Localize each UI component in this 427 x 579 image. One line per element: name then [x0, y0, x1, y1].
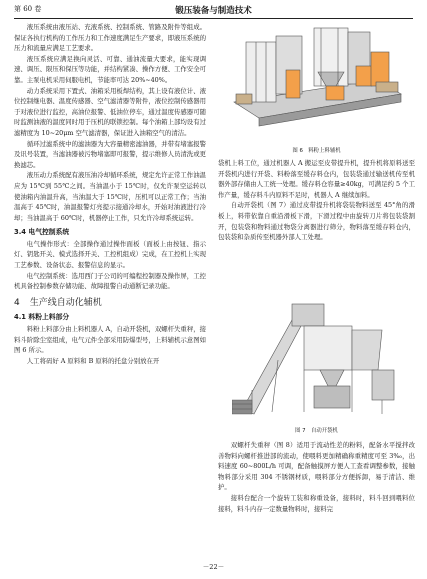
running-header [14, 4, 413, 19]
chapter-4-title: 生产线自动化辅机 [29, 297, 102, 308]
paragraph: 电气控制系统：选用西门子公司的可编程控制器及操作屏，工控机具备控制参数存储功能、故障报警自动通断记录功能。 [14, 271, 206, 291]
paragraph: 液压动力系统配有液压油冷却循环系统，规定允许正常工作油温应为 15℃到 55℃之间。当油温小于 15℃时，仅允许泵空运转以使油箱内油温升高，当油温大于 15℃时，压机可以正常工作；当油温高于 45℃时，油温报警灯亮提示接通冷却水，开始对油液进行冷却；当油温高于 60℃时，机器停止工作，只允许冷却系统运转。 [14, 171, 206, 222]
paragraph: 料粉上料部分由上料机器人 A，自动开袋机，双螺杆失重秤，接料斗阶除尘室组成，电气元件全部采用防爆型号，上料辅机示意图如图 6 所示。 [14, 325, 206, 355]
paragraph: 人工将码好 A 原料和 B 原料的托盘分别放在开 [26, 356, 160, 365]
figure-7-caption: 图 7 自动开袋机 [295, 428, 338, 434]
paragraph: 液压系统应满足换向灵活、可靠、通油流量大要求，能实现调速、调压、限压和保压等功能，并结构紧凑、操作方便、工作安全可靠。主泵电机采用伺服电机，节能率可达 20%~40%。 [14, 54, 206, 84]
paragraph: 电气操作形式：全部操作通过操作面板（面板上由按钮、指示灯、钥匙开关、模式选择开关、工控机组成）完成，在工控机上实现工艺参数、设备状态、报警信息的显示。 [14, 239, 206, 270]
figure-7-auto-bag-opener [232, 300, 402, 424]
paragraph: 双螺杆失重秤（图 8）适用于流动性差的粉料，配备水平搅拌改善物料向螺杆推进部的流动，使喂料更加精确称重精度可至 3‰，出料速度 60~800L/h 可调，配备触摸屏方便人工查看调整参数，接触物料部分采用 304 不锈钢材质，喂料部分方便拆卸，易于清洁、维护。 [218, 441, 415, 492]
paragraph: 循环过滤系统中的滤油器为大容量精密滤油器，并带有堵塞报警及讯号装置，当滤油器被污物堵塞即可报警，提示维修人员清洗或更换滤芯。 [14, 139, 206, 169]
paragraph: 动力系统采用下置式、油箱采用板焊结构，其上设有液位计、液位控制继电器、温度传感器、空气滤清器等附件，液位控制传感器用于对液位进行监控，高油位报警、低油位停车，通过温度传感器可随时监测油液的温度同时用于压机的联锁控制。每个油箱上部均设有过滤精度为 10~20μm 空气滤清器，保证进入油箱空气的清洁。 [14, 86, 206, 137]
figure-6-caption: 图 6 料粉上料辅机 [292, 148, 341, 154]
section-4-1-heading: 4.1 料粉上料部分 [14, 313, 70, 322]
paragraph: 袋机上料工位，通过机器人 A 搬运至皮带提升机，提升机将原料送至开袋机内进行开袋、料粉落至缓存料仓内，包装袋通过输送机传至机器外部存储由人工统一处理。缓存料仓容量≥40kg，可满足约 5 个工作产量，缓存料斗内原料不足时，机器人 A 继续加料。 [218, 159, 415, 199]
page-number: －22－ [202, 563, 225, 571]
left-column [14, 22, 206, 366]
right-column-lower [218, 440, 415, 514]
figure-6-feeding-machine [226, 22, 406, 144]
right-column-upper [218, 158, 415, 243]
volume-label: 第 60 卷 [14, 5, 42, 13]
section-3-4-heading: 3.4 电气控制系统 [14, 228, 70, 237]
journal-title: 锻压装备与制造技术 [175, 6, 252, 16]
chapter-4-number: 4 [14, 297, 20, 308]
paragraph: 自动开袋机（图 7）通过皮带提升机将袋装物料送至 45°角的滑板上，料带依靠自重沿滑板下滑，下滑过程中由旋转刀片将包装袋割开，包装袋和物料通过物袋分离器进行筛分，物料落至缓存料仓内，包装袋和杂质传至机器外部人工处理。 [218, 201, 415, 242]
chapter-4-heading [14, 298, 206, 309]
paragraph: 液压系统由液压站、充液系统、控制系统、管路及附件等组成。保证各执行机构的工作压力和工作速度满足生产要求，即液压系统的压力和流量应满足工艺要求。 [14, 23, 206, 53]
paragraph: 接料台配合一个旋转工装和称重设备，接料时，料斗回到喂料位接料，料斗内存一定数量物料时，接料完 [218, 493, 415, 513]
